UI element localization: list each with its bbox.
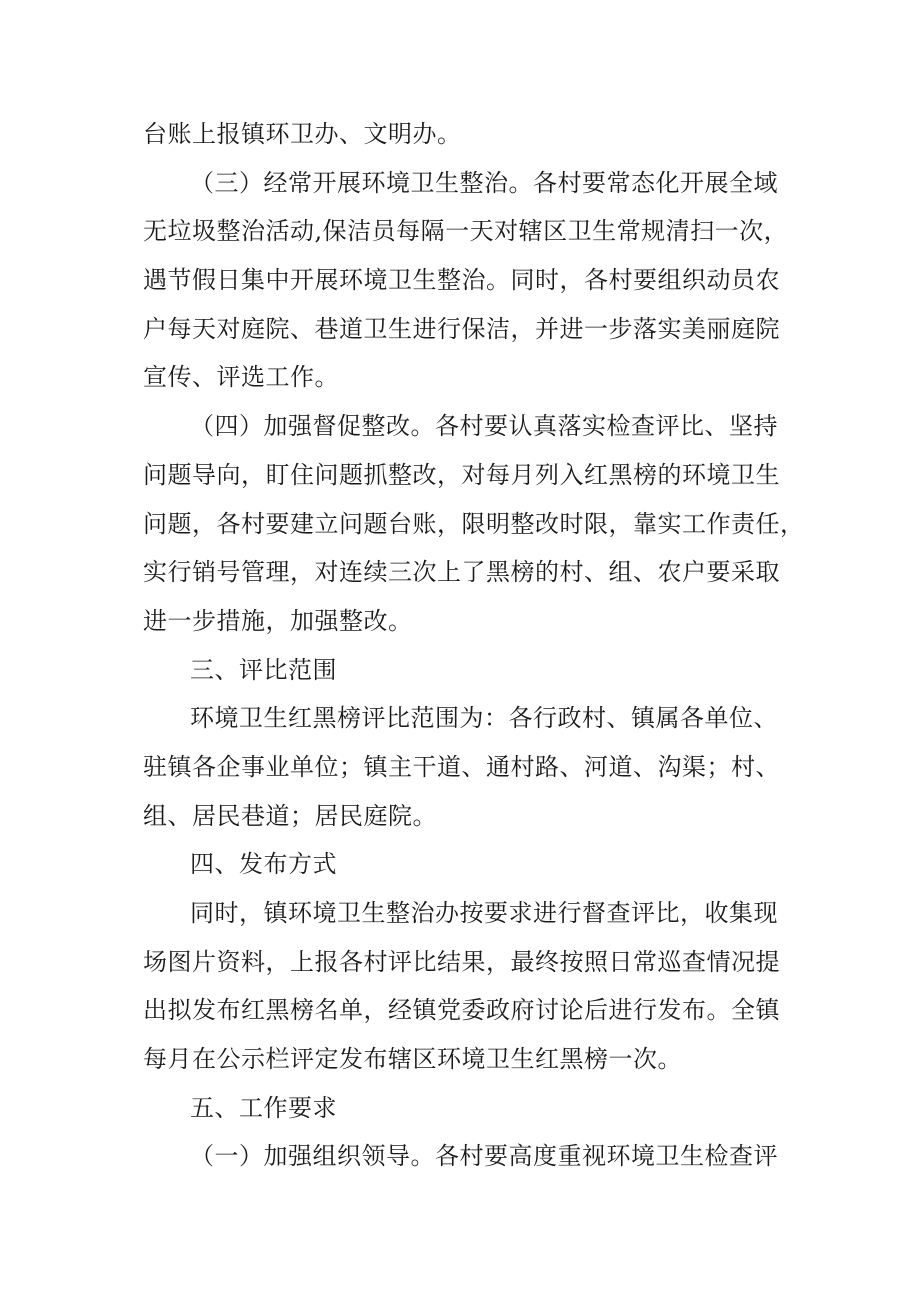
text-line: 环境卫生红黑榜评比范围为：各行政村、镇属各单位、 (190, 704, 778, 732)
text-line: （三）经常开展环境卫生整治。各村要常态化开展全域 (190, 169, 778, 197)
text-line: 组、居民巷道；居民庭院。 (143, 802, 437, 830)
text-line: 每月在公示栏评定发布辖区环境卫生红黑榜一次。 (143, 1045, 682, 1073)
text-line: 实行销号管理，对连续三次上了黑榜的村、组、农户要采取 (143, 558, 780, 586)
text-line: 问题导向，盯住问题抓整改，对每月列入红黑榜的环境卫生 (143, 461, 780, 489)
section-heading: 四、发布方式 (190, 850, 337, 878)
text-line: 场图片资料，上报各村评比结果，最终按照日常巡查情况提 (143, 948, 780, 976)
text-line: 台账上报镇环卫办、文明办。 (143, 120, 462, 148)
text-line: 遇节假日集中开展环境卫生整治。同时，各村要组织动员农 (143, 266, 780, 294)
text-line: 无垃圾整治活动,保洁员每隔一天对辖区卫生常规清扫一次， (143, 217, 789, 245)
section-heading: 三、评比范围 (190, 656, 337, 684)
text-line: 进一步措施，加强整改。 (143, 607, 413, 635)
text-line: 户每天对庭院、巷道卫生进行保洁，并进一步落实美丽庭院 (143, 315, 780, 343)
text-line: （四）加强督促整改。各村要认真落实检查评比、坚持 (190, 412, 778, 440)
text-line: （一）加强组织领导。各村要高度重视环境卫生检查评 (190, 1142, 778, 1170)
text-line: 出拟发布红黑榜名单，经镇党委政府讨论后进行发布。全镇 (143, 996, 780, 1024)
text-line: 问题，各村要建立问题台账，限明整改时限，靠实工作责任， (143, 510, 805, 538)
text-line: 同时，镇环境卫生整治办按要求进行督查评比，收集现 (190, 899, 778, 927)
text-line: 宣传、评选工作。 (143, 363, 339, 391)
text-line: 驻镇各企事业单位；镇主干道、通村路、河道、沟渠；村、 (143, 753, 780, 781)
section-heading: 五、工作要求 (190, 1094, 337, 1122)
